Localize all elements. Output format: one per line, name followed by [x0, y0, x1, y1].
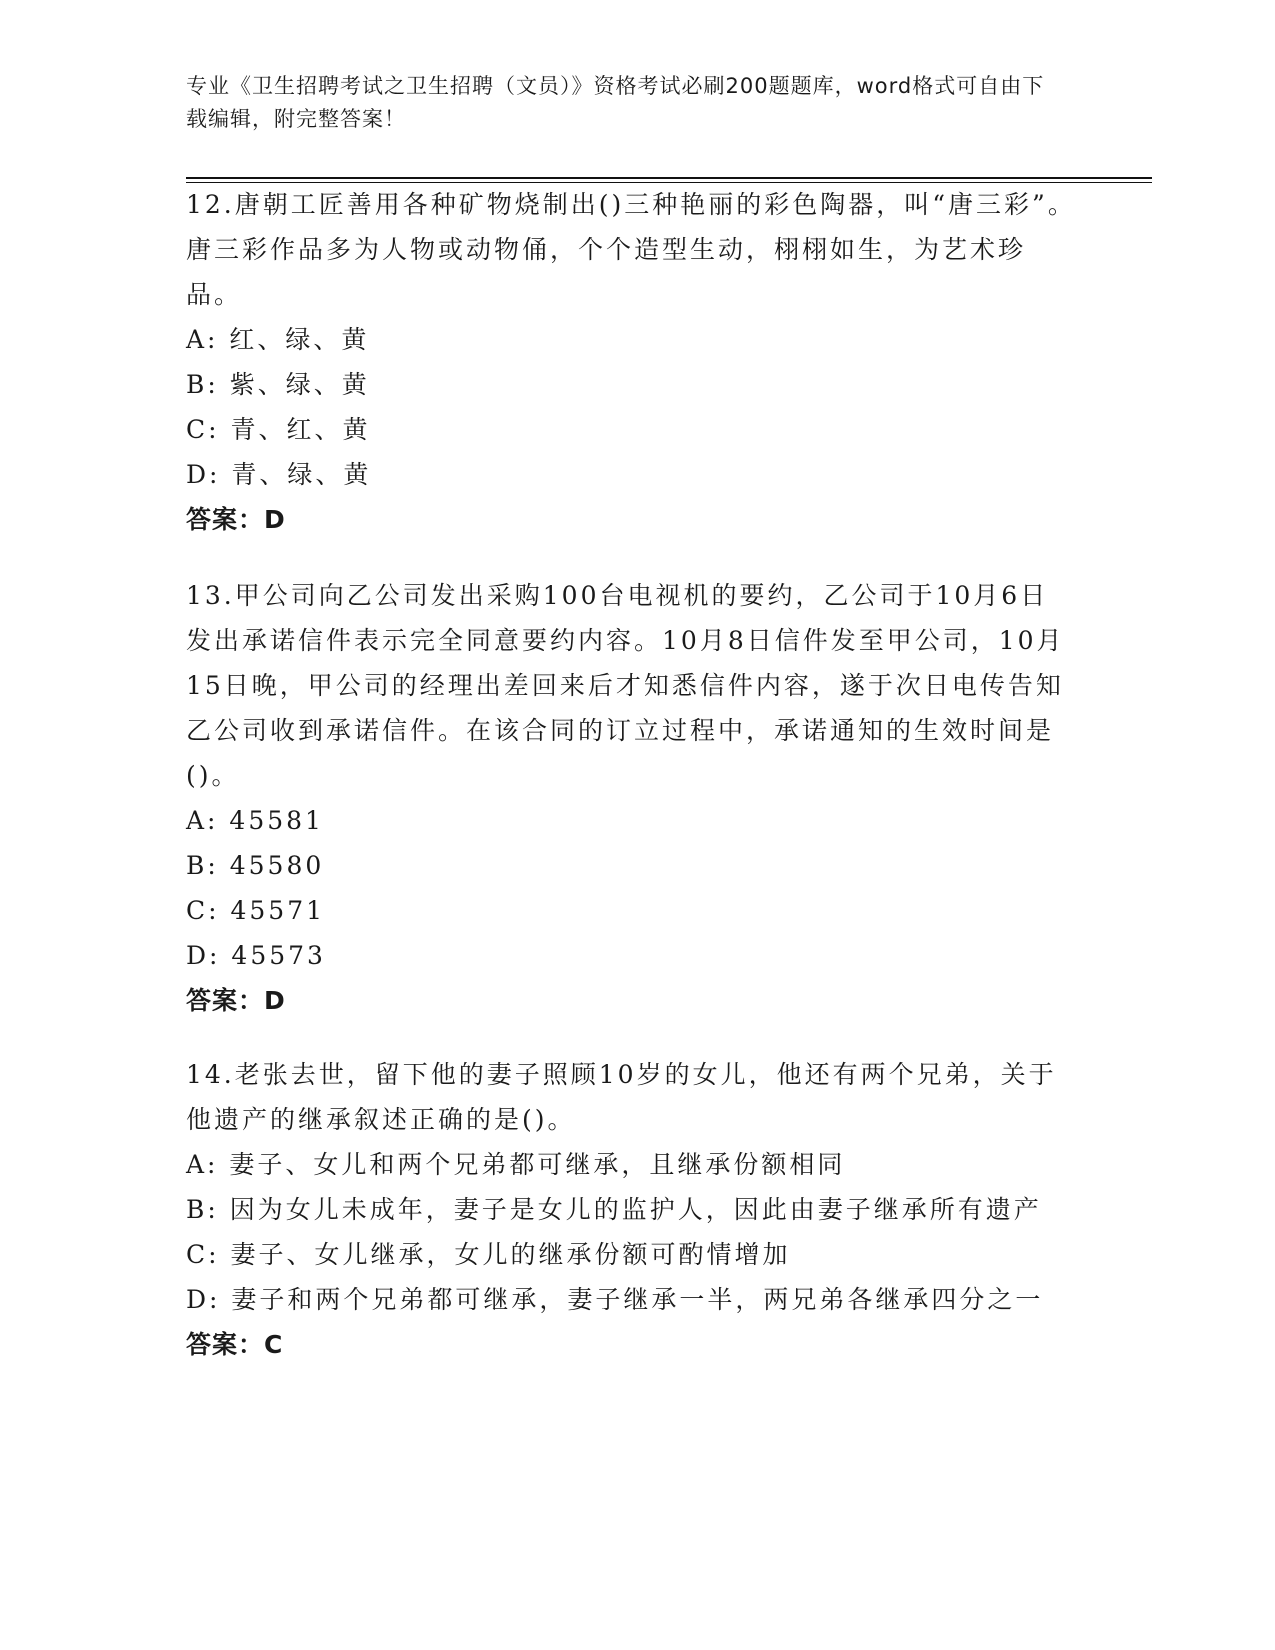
option-a: A: 45581: [186, 806, 324, 835]
question-13: [186, 573, 1076, 1023]
option-d: D: 青、绿、黄: [186, 460, 372, 489]
document-header: [186, 70, 1156, 136]
option-c: C: 妻子、女儿继承，女儿的继承份额可酌情增加: [186, 1240, 791, 1269]
answer: 答案：D: [186, 986, 286, 1015]
option-d: D: 45573: [186, 941, 326, 970]
option-d: D: 妻子和两个兄弟都可继承，妻子继承一半，两兄弟各继承四分之一: [186, 1285, 1044, 1314]
option-a: A: 红、绿、黄: [186, 325, 370, 354]
option-c: C: 45571: [186, 896, 326, 925]
option-c: C: 青、红、黄: [186, 415, 371, 444]
option-b: B: 紫、绿、黄: [186, 370, 370, 399]
divider-thick-line: [186, 177, 1152, 179]
option-b: B: 因为女儿未成年，妻子是女儿的监护人，因此由妻子继承所有遗产: [186, 1195, 1042, 1224]
document-title: 专业《卫生招聘考试之卫生招聘（文员）》资格考试必刷200题题库，word格式可自由下载编辑，附完整答案！: [186, 74, 1045, 131]
option-b: B: 45580: [186, 851, 325, 880]
question-stem: 12.唐朝工匠善用各种矿物烧制出()三种艳丽的彩色陶器，叫“唐三彩”。唐三彩作品多为人物或动物俑，个个造型生动，栩栩如生，为艺术珍品。: [186, 190, 1076, 309]
question-stem: 13.甲公司向乙公司发出采购100台电视机的要约，乙公司于10月6日发出承诺信件表示完全同意要约内容。10月8日信件发至甲公司，10月15日晚，甲公司的经理出差回来后才知悉信件内容，遂于次日电传告知乙公司收到承诺信件。在该合同的订立过程中，承诺通知的生效时间是()。: [186, 581, 1065, 790]
answer: 答案：D: [186, 505, 286, 534]
option-a: A: 妻子、女儿和两个兄弟都可继承，且继承份额相同: [186, 1150, 846, 1179]
answer: 答案：C: [186, 1330, 284, 1359]
question-14: [186, 1052, 1076, 1367]
question-stem: 14.老张去世，留下他的妻子照顾10岁的女儿，他还有两个兄弟，关于他遗产的继承叙述正确的是()。: [186, 1060, 1057, 1134]
question-12: [186, 182, 1076, 542]
